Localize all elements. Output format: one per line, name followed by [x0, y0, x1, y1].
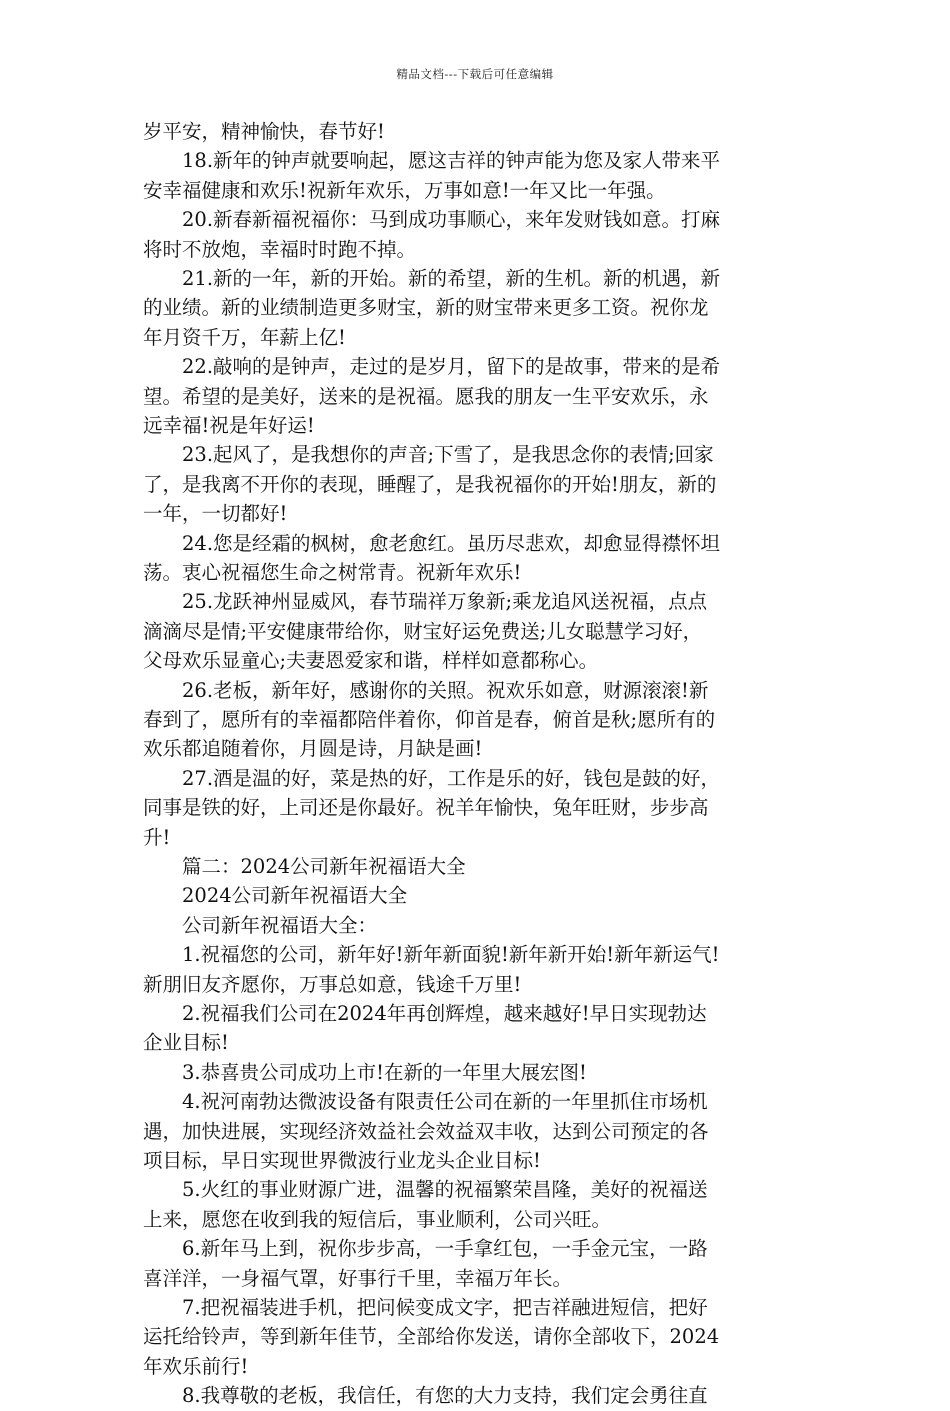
text-line: 欢乐都追随着你，月圆是诗，月缺是画!	[143, 737, 483, 761]
text-line: 滴滴尽是情;平安健康带给你，财宝好运免费送;儿女聪慧学习好，	[143, 619, 703, 643]
text-line: 上来，愿您在收到我的短信后，事业顺利，公司兴旺。	[143, 1207, 612, 1231]
text-line: 年月资千万，年薪上亿!	[143, 325, 346, 349]
text-line: 7.把祝福装进手机，把问候变成文字，把吉祥融进短信，把好	[143, 1296, 708, 1319]
text-line: 新朋旧友齐愿你，万事总如意，钱途千万里!	[143, 972, 522, 996]
text-line: 父母欢乐显童心;夫妻恩爱家和谐，样样如意都称心。	[143, 649, 599, 673]
text-line: 了，是我离不开你的表现，睡醒了，是我祝福你的开始!朋友，新的	[143, 472, 717, 496]
text-line: 2.祝福我们公司在2024年再创辉煌，越来越好!早日实现勃达	[143, 1002, 707, 1025]
text-line: 26.老板，新年好，感谢你的关照。祝欢乐如意，财源滚滚!新	[143, 678, 709, 702]
text-line: 岁平安，精神愉快，春节好!	[143, 120, 385, 143]
text-line: 同事是铁的好，上司还是你最好。祝羊年愉快，兔年旺财，步步高	[143, 796, 709, 820]
text-line: 2024公司新年祝福语大全	[143, 884, 408, 908]
text-line: 荡。衷心祝福您生命之树常青。祝新年欢乐!	[143, 561, 522, 584]
text-line: 安幸福健康和欢乐!祝新年欢乐，万事如意!一年又比一年强。	[143, 178, 666, 202]
text-line: 篇二：2024公司新年祝福语大全	[143, 855, 466, 878]
page-header: 精品文档---下载后可任意编辑	[396, 67, 554, 81]
text-line: 4.祝河南勃达微波设备有限责任公司在新的一年里抓住市场机	[143, 1090, 708, 1114]
text-line: 运托给铃声，等到新年佳节，全部给你发送，请你全部收下，2024	[143, 1325, 720, 1349]
text-line: 一年，一切都好!	[143, 502, 288, 526]
text-line: 8.我尊敬的老板，我信任，有您的大力支持，我们定会勇往直	[143, 1384, 708, 1408]
text-line: 20.新春新福祝福你：马到成功事顺心，来年发财钱如意。打麻	[143, 208, 721, 232]
text-line: 27.酒是温的好，菜是热的好，工作是乐的好，钱包是鼓的好，	[143, 766, 721, 790]
text-line: 将时不放炮，幸福时时跑不掉。	[143, 237, 417, 261]
text-line: 22.敲响的是钟声，走过的是岁月，留下的是故事，带来的是希	[143, 355, 721, 379]
text-line: 喜洋洋，一身福气罩，好事行千里，幸福万年长。	[143, 1266, 573, 1290]
text-line: 1.祝福您的公司，新年好!新年新面貌!新年新开始!新年新运气!	[143, 943, 720, 967]
text-line: 5.火红的事业财源广进，温馨的祝福繁荣昌隆，美好的祝福送	[143, 1178, 708, 1202]
text-line: 21.新的一年，新的开始。新的希望，新的生机。新的机遇，新	[143, 267, 721, 290]
text-line: 23.起风了，是我想你的声音;下雪了，是我思念你的表情;回家	[143, 443, 714, 467]
text-line: 企业目标!	[143, 1031, 229, 1055]
text-line: 春到了，愿所有的幸福都陪伴着你，仰首是春，俯首是秋;愿所有的	[143, 708, 716, 731]
text-line: 18.新年的钟声就要响起，愿这吉祥的钟声能为您及家人带来平	[143, 149, 721, 173]
text-line: 3.恭喜贵公司成功上市!在新的一年里大展宏图!	[143, 1060, 587, 1084]
text-line: 望。希望的是美好，送来的是祝福。愿我的朋友一生平安欢乐，永	[143, 384, 709, 408]
text-line: 远幸福!祝是年好运!	[143, 414, 315, 437]
text-line: 的业绩。新的业绩制造更多财宝，新的财宝带来更多工资。祝你龙	[143, 296, 709, 320]
text-line: 24.您是经霜的枫树，愈老愈红。虽历尽悲欢，却愈显得襟怀坦	[143, 531, 721, 555]
text-line: 项目标，早日实现世界微波行业龙头企业目标!	[143, 1149, 541, 1172]
text-line: 6.新年马上到，祝你步步高，一手拿红包，一手金元宝，一路	[143, 1237, 708, 1261]
text-line: 年欢乐前行!	[143, 1354, 249, 1378]
text-line: 公司新年祝福语大全：	[143, 913, 378, 937]
text-line: 遇，加快进展，实现经济效益社会效益双丰收，达到公司预定的各	[143, 1119, 709, 1143]
text-line: 25.龙跃神州显威风，春节瑞祥万象新;乘龙追风送祝福，点点	[143, 590, 708, 614]
text-line: 升!	[143, 825, 171, 849]
